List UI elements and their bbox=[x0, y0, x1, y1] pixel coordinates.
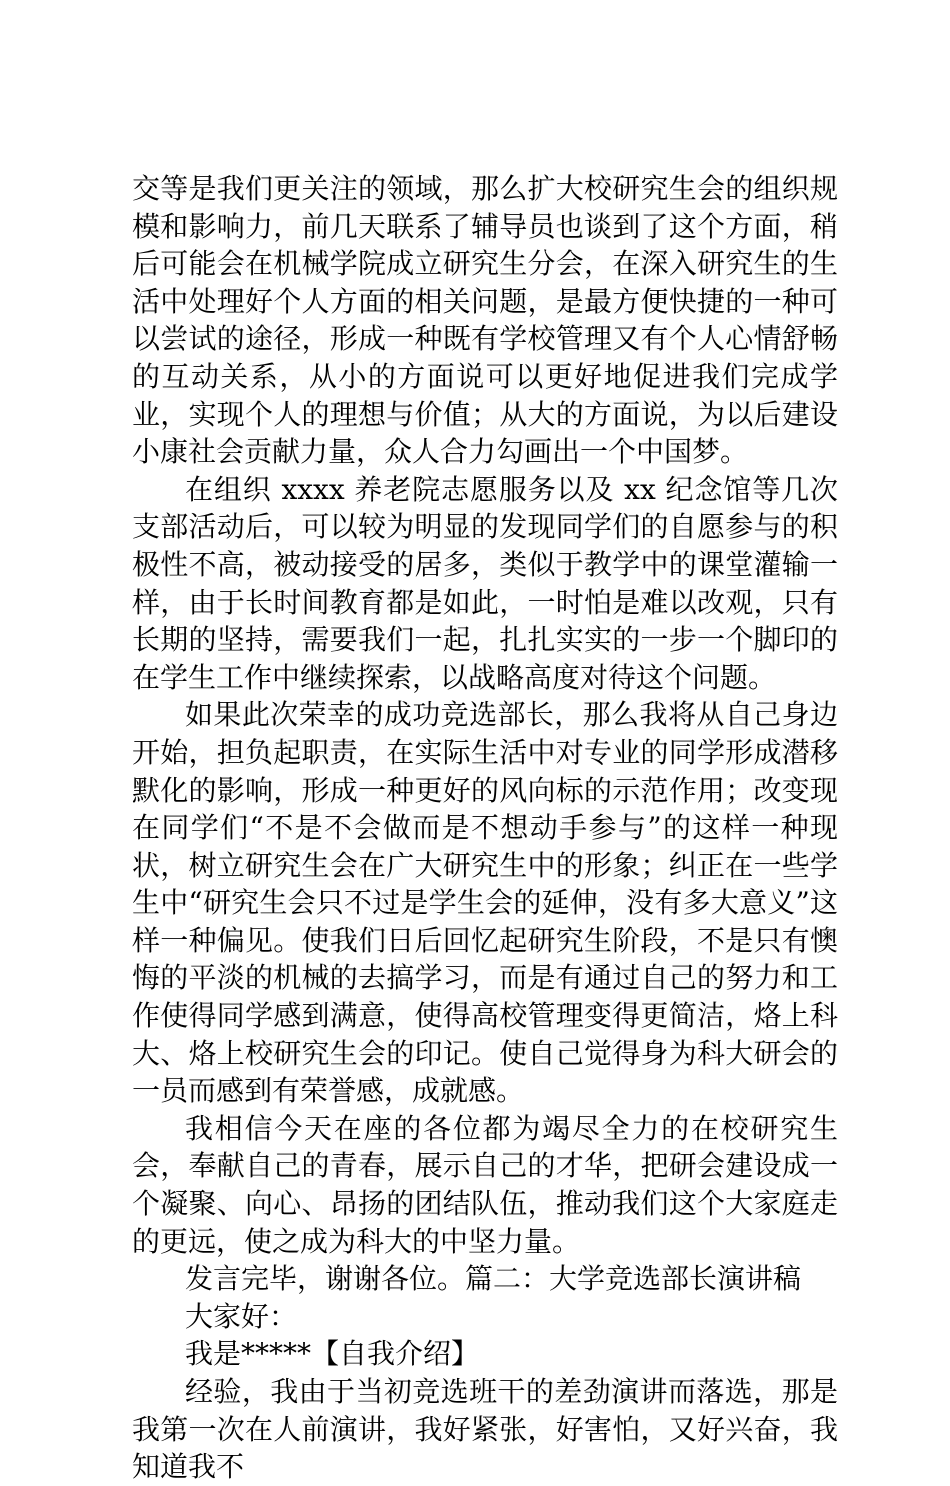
paragraph-closing-and-part-two-title: 发言完毕，谢谢各位。篇二：大学竞选部长演讲稿 bbox=[185, 1262, 802, 1296]
paragraph-research-union-scale: 交等是我们更关注的领域，那么扩大校研究生会的组织规模和影响力，前几天联系了辅导员也谈到了这个方面，稍后可能会在机械学院成立研究生分会，在深入研究生的生活中处理好个人方面的相关问题，是最方便快捷的一种可以尝试的途径，形成一种既有学校管理又有个人心情舒畅的互动关系，从小的方面说可以更好地促进我们完成学业，实现个人的理想与价值；从大的方面说，为以后建设小康社会贡献力量，众人合力勾画出一个中国梦。 bbox=[132, 172, 838, 469]
paragraph-belief: 我相信今天在座的各位都为竭尽全力的在校研究生会，奉献自己的青春，展示自己的才华，把研会建设成一个凝聚、向心、昂扬的团结队伍，推动我们这个大家庭走的更远，使之成为科大的中坚力量。 bbox=[132, 1111, 838, 1258]
paragraph-experience: 经验，我由于当初竞选班干的差劲演讲而落选，那是我第一次在人前演讲，我好紧张，好害怕，又好兴奋，我知道我不 bbox=[132, 1375, 838, 1484]
paragraph-volunteer-activities: 在组织 xxxx 养老院志愿服务以及 xx 纪念馆等几次支部活动后，可以较为明显的发现同学们的自愿参与的积极性不高，被动接受的居多，类似于教学中的课堂灌输一样，由于长时间教育都是如此，一时怕是难以改观，只有长期的坚持，需要我们一起，扎扎实实的一步一个脚印的在学生工作中继续探索，以战略高度对待这个问题。 bbox=[132, 472, 838, 694]
paragraph-self-introduction: 我是*****【自我介绍】 bbox=[185, 1337, 480, 1371]
paragraph-campaign-goals: 如果此次荣幸的成功竞选部长，那么我将从自己身边开始，担负起职责，在实际生活中对专业的同学形成潜移默化的影响，形成一种更好的风向标的示范作用；改变现在同学们“不是不会做而是不想动手参与”的这样一种现状，树立研究生会在广大研究生中的形象；纠正在一些学生中“研究生会只不过是学生会的延伸，没有多大意义”这样一种偏见。使我们日后回忆起研究生阶段，不是只有懊悔的平淡的机械的去搞学习，而是有通过自己的努力和工作使得同学感到满意，使得高校管理变得更简洁，烙上科大、烙上校研究生会的印记。使自己觉得身为科大研会的一员而感到有荣誉感，成就感。 bbox=[132, 698, 838, 1108]
document-body bbox=[132, 170, 838, 1486]
paragraph-greeting: 大家好： bbox=[185, 1299, 298, 1333]
